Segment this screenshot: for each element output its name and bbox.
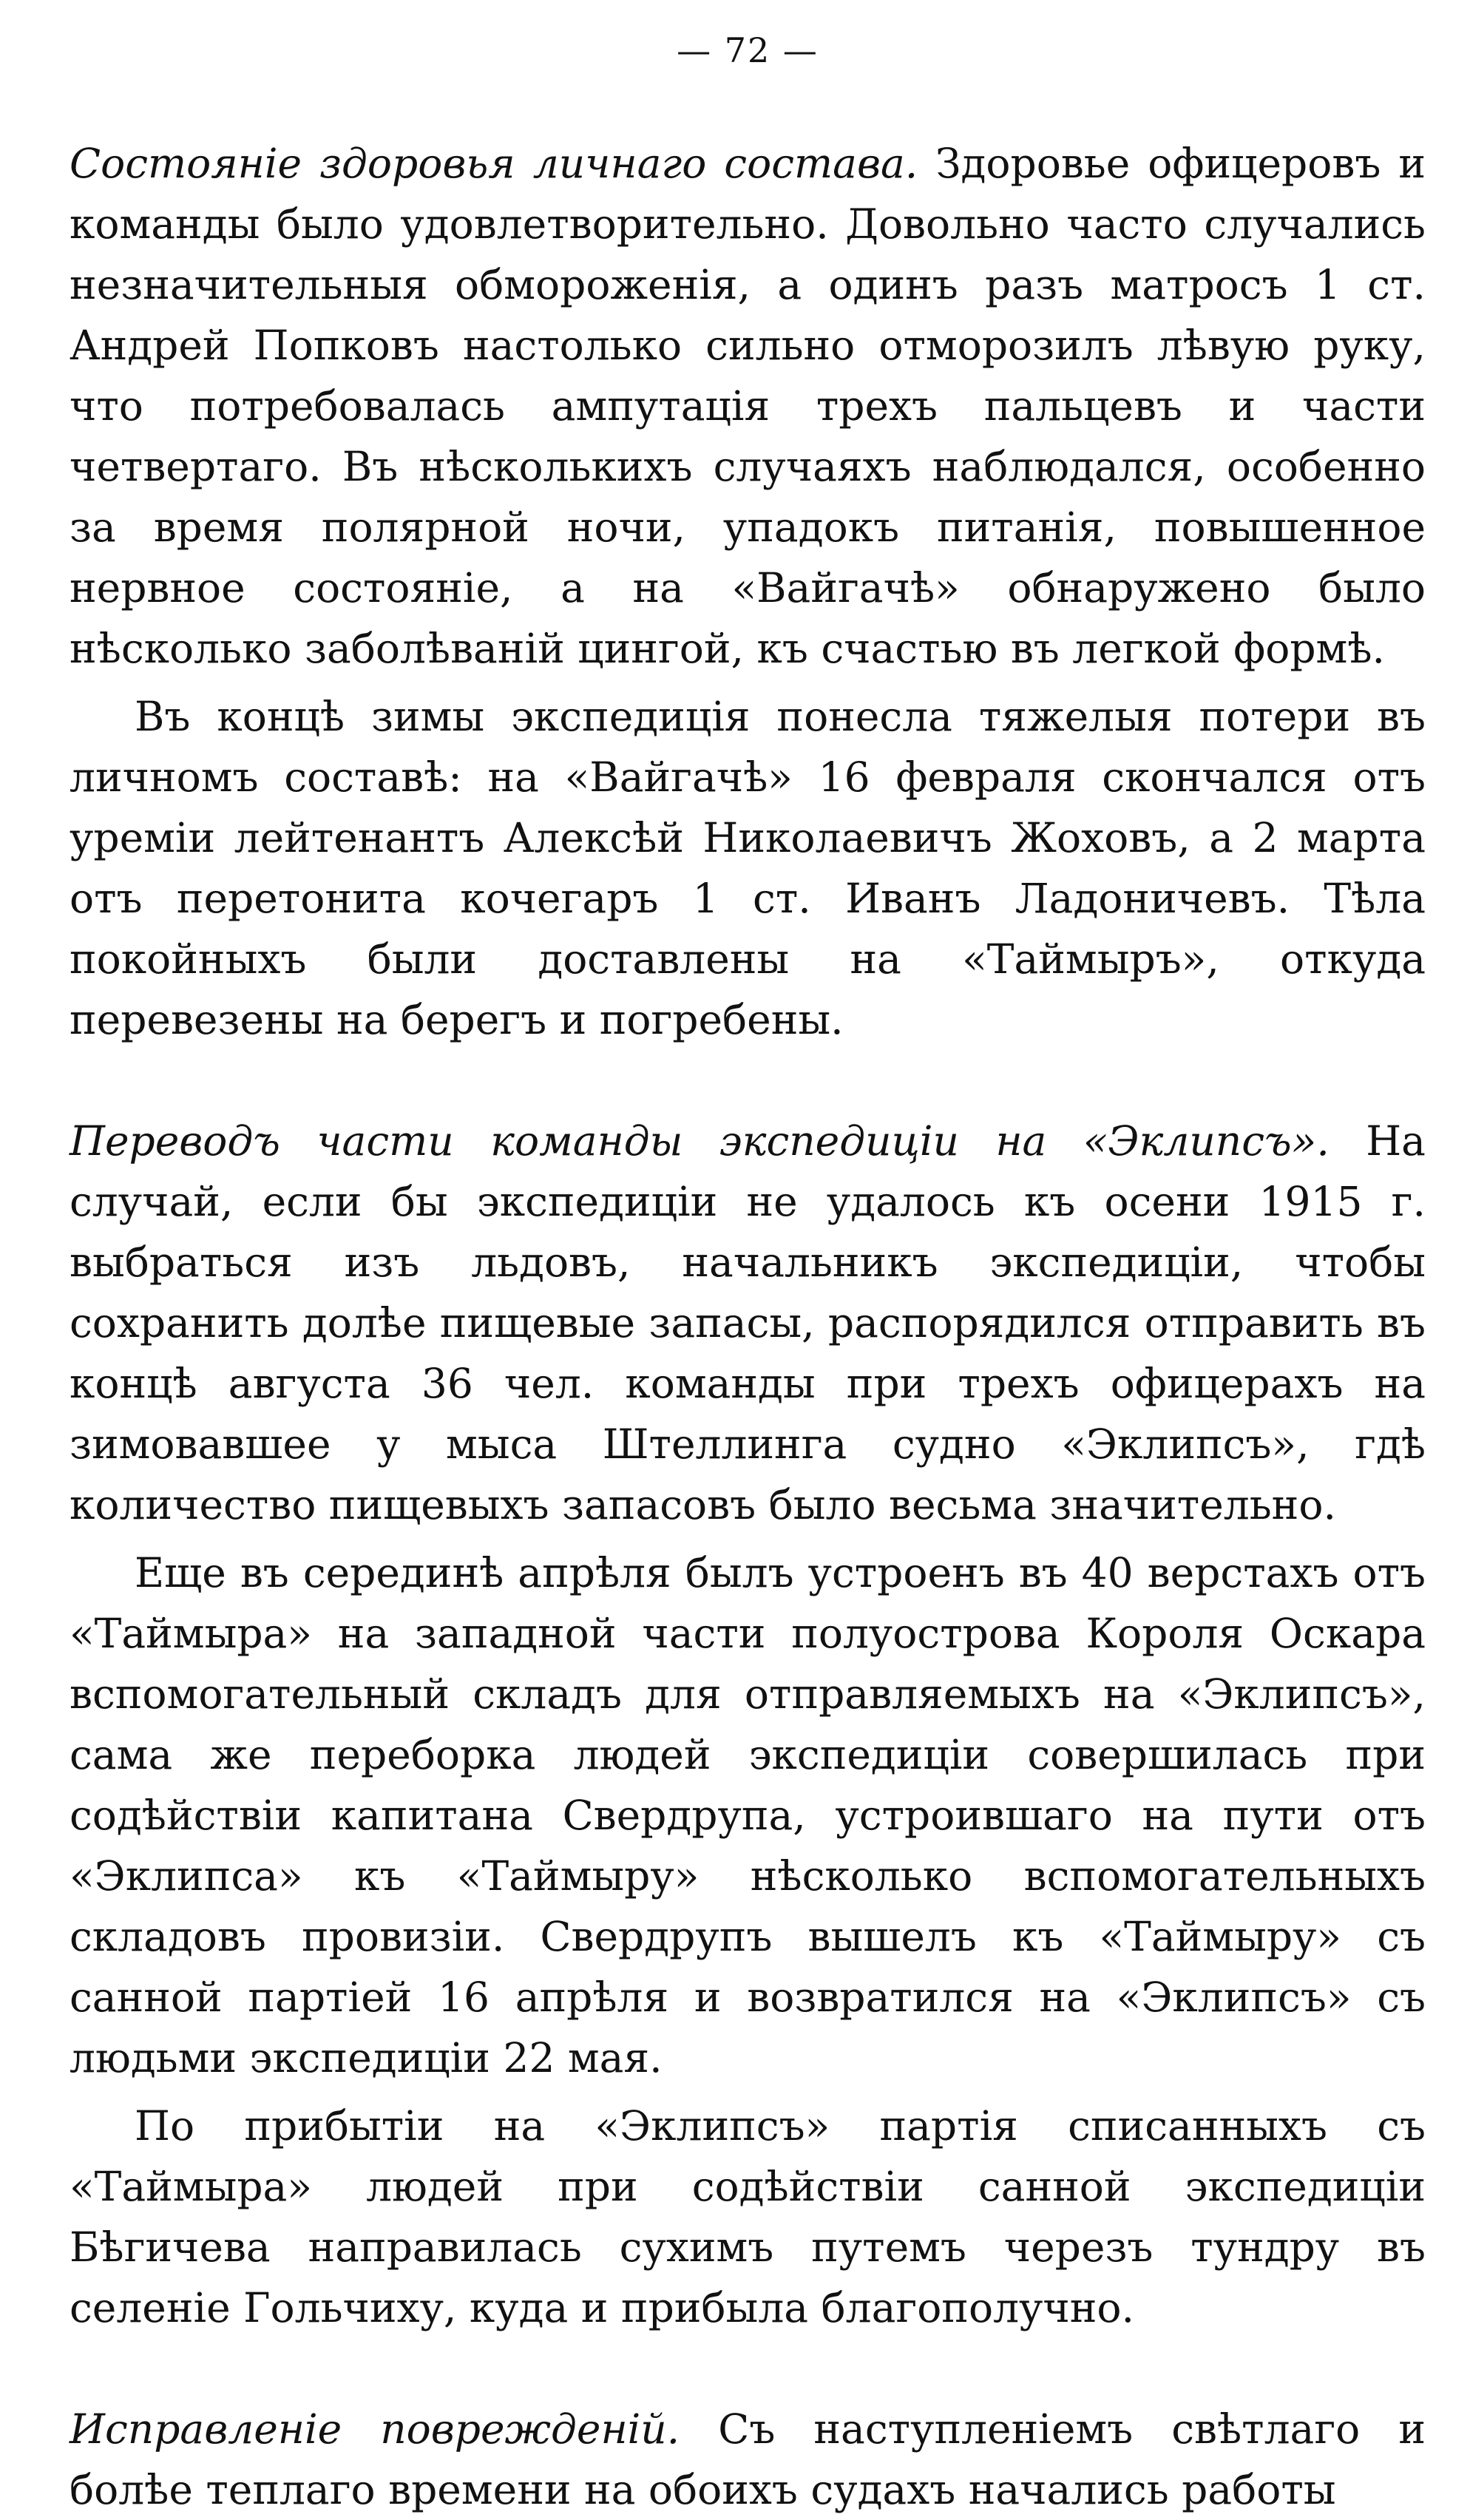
paragraph-health: [70, 133, 1426, 679]
paragraph-text: Еще въ серединѣ апрѣля былъ устроенъ въ 40 верстахъ отъ «Таймыра» на западной части полуострова Короля Оскара вспомогательный складъ для отправляемыхъ на «Эклипсъ», сама же переборка людей экспедиціи совершилась при содѣйствіи капитана Свердрупа, устроившаго на пути отъ «Эклипса» къ «Таймыру» нѣсколько вспомогательныхъ складовъ провизіи. Свердрупъ вышелъ къ «Таймыру» съ санной партіей 16 апрѣля и возвратился на «Эклипсъ» съ людьми экспедиціи 22 мая.: [70, 1549, 1426, 2082]
paragraph-text: На случай, если бы экспедиціи не удалось къ осени 1915 г. выбраться изъ льдовъ, начальникъ экспедиціи, чтобы сохранить долѣе пищевые запасы, распорядился отправить въ концѣ августа 36 чел. команды при трехъ офицерахъ на зимовавшее у мыса Штеллинга судно «Эклипсъ», гдѣ количество пищевыхъ запасовъ было весьма значительно.: [70, 1117, 1426, 1528]
paragraph-losses: [70, 686, 1426, 1050]
paragraph-repairs: [70, 2399, 1426, 2520]
section-heading-repairs: Исправленіе поврежденій.: [70, 2405, 680, 2453]
page-number: — 72 —: [677, 30, 819, 70]
paragraph-transfer: [70, 1111, 1426, 1535]
paragraph-text: Въ концѣ зимы экспедиція понесла тяжелыя потери въ личномъ составѣ: на «Вайгачѣ» 16 февраля скончался отъ уреміи лейтенантъ Алексѣй Николаевичъ Жоховъ, а 2 марта отъ перетонита кочегаръ 1 ст. Иванъ Ладоничевъ. Тѣла покойныхъ были доставлены на «Таймыръ», откуда перевезены на берегъ и погребены.: [70, 693, 1426, 1043]
section-heading-transfer: Переводъ части команды экспедиціи на «Эклипсъ».: [70, 1117, 1330, 1165]
section-heading-health: Состояніе здоровья личнаго состава.: [70, 140, 918, 187]
paragraph-arrival: [70, 2096, 1426, 2338]
paragraph-text: Здоровье офицеровъ и команды было удовлетворительно. Довольно часто случались незначительныя обмороженія, а одинъ разъ матросъ 1 ст. Андрей Попковъ настолько сильно отморозилъ лѣвую руку, что потребовалась ампутація трехъ пальцевъ и части четвертаго. Въ нѣсколькихъ случаяхъ наблюдался, особенно за время полярной ночи, упадокъ питанія, повышенное нервное состояніе, а на «Вайгачѣ» обнаружено было нѣсколько заболѣваній цингой, къ счастью въ легкой формѣ.: [70, 140, 1426, 672]
paragraph-depot: [70, 1542, 1426, 2088]
paragraph-text: Съ наступленіемъ свѣтлаго и болѣе теплаго времени на обоихъ судахъ начались работы: [70, 2405, 1426, 2513]
paragraph-text: По прибытіи на «Эклипсъ» партія списанныхъ съ «Таймыра» людей при содѣйствіи санной экспедиціи Бѣгичева направилась сухимъ путемъ черезъ тундру въ селеніе Гольчиху, куда и прибыла благополучно.: [70, 2102, 1426, 2331]
